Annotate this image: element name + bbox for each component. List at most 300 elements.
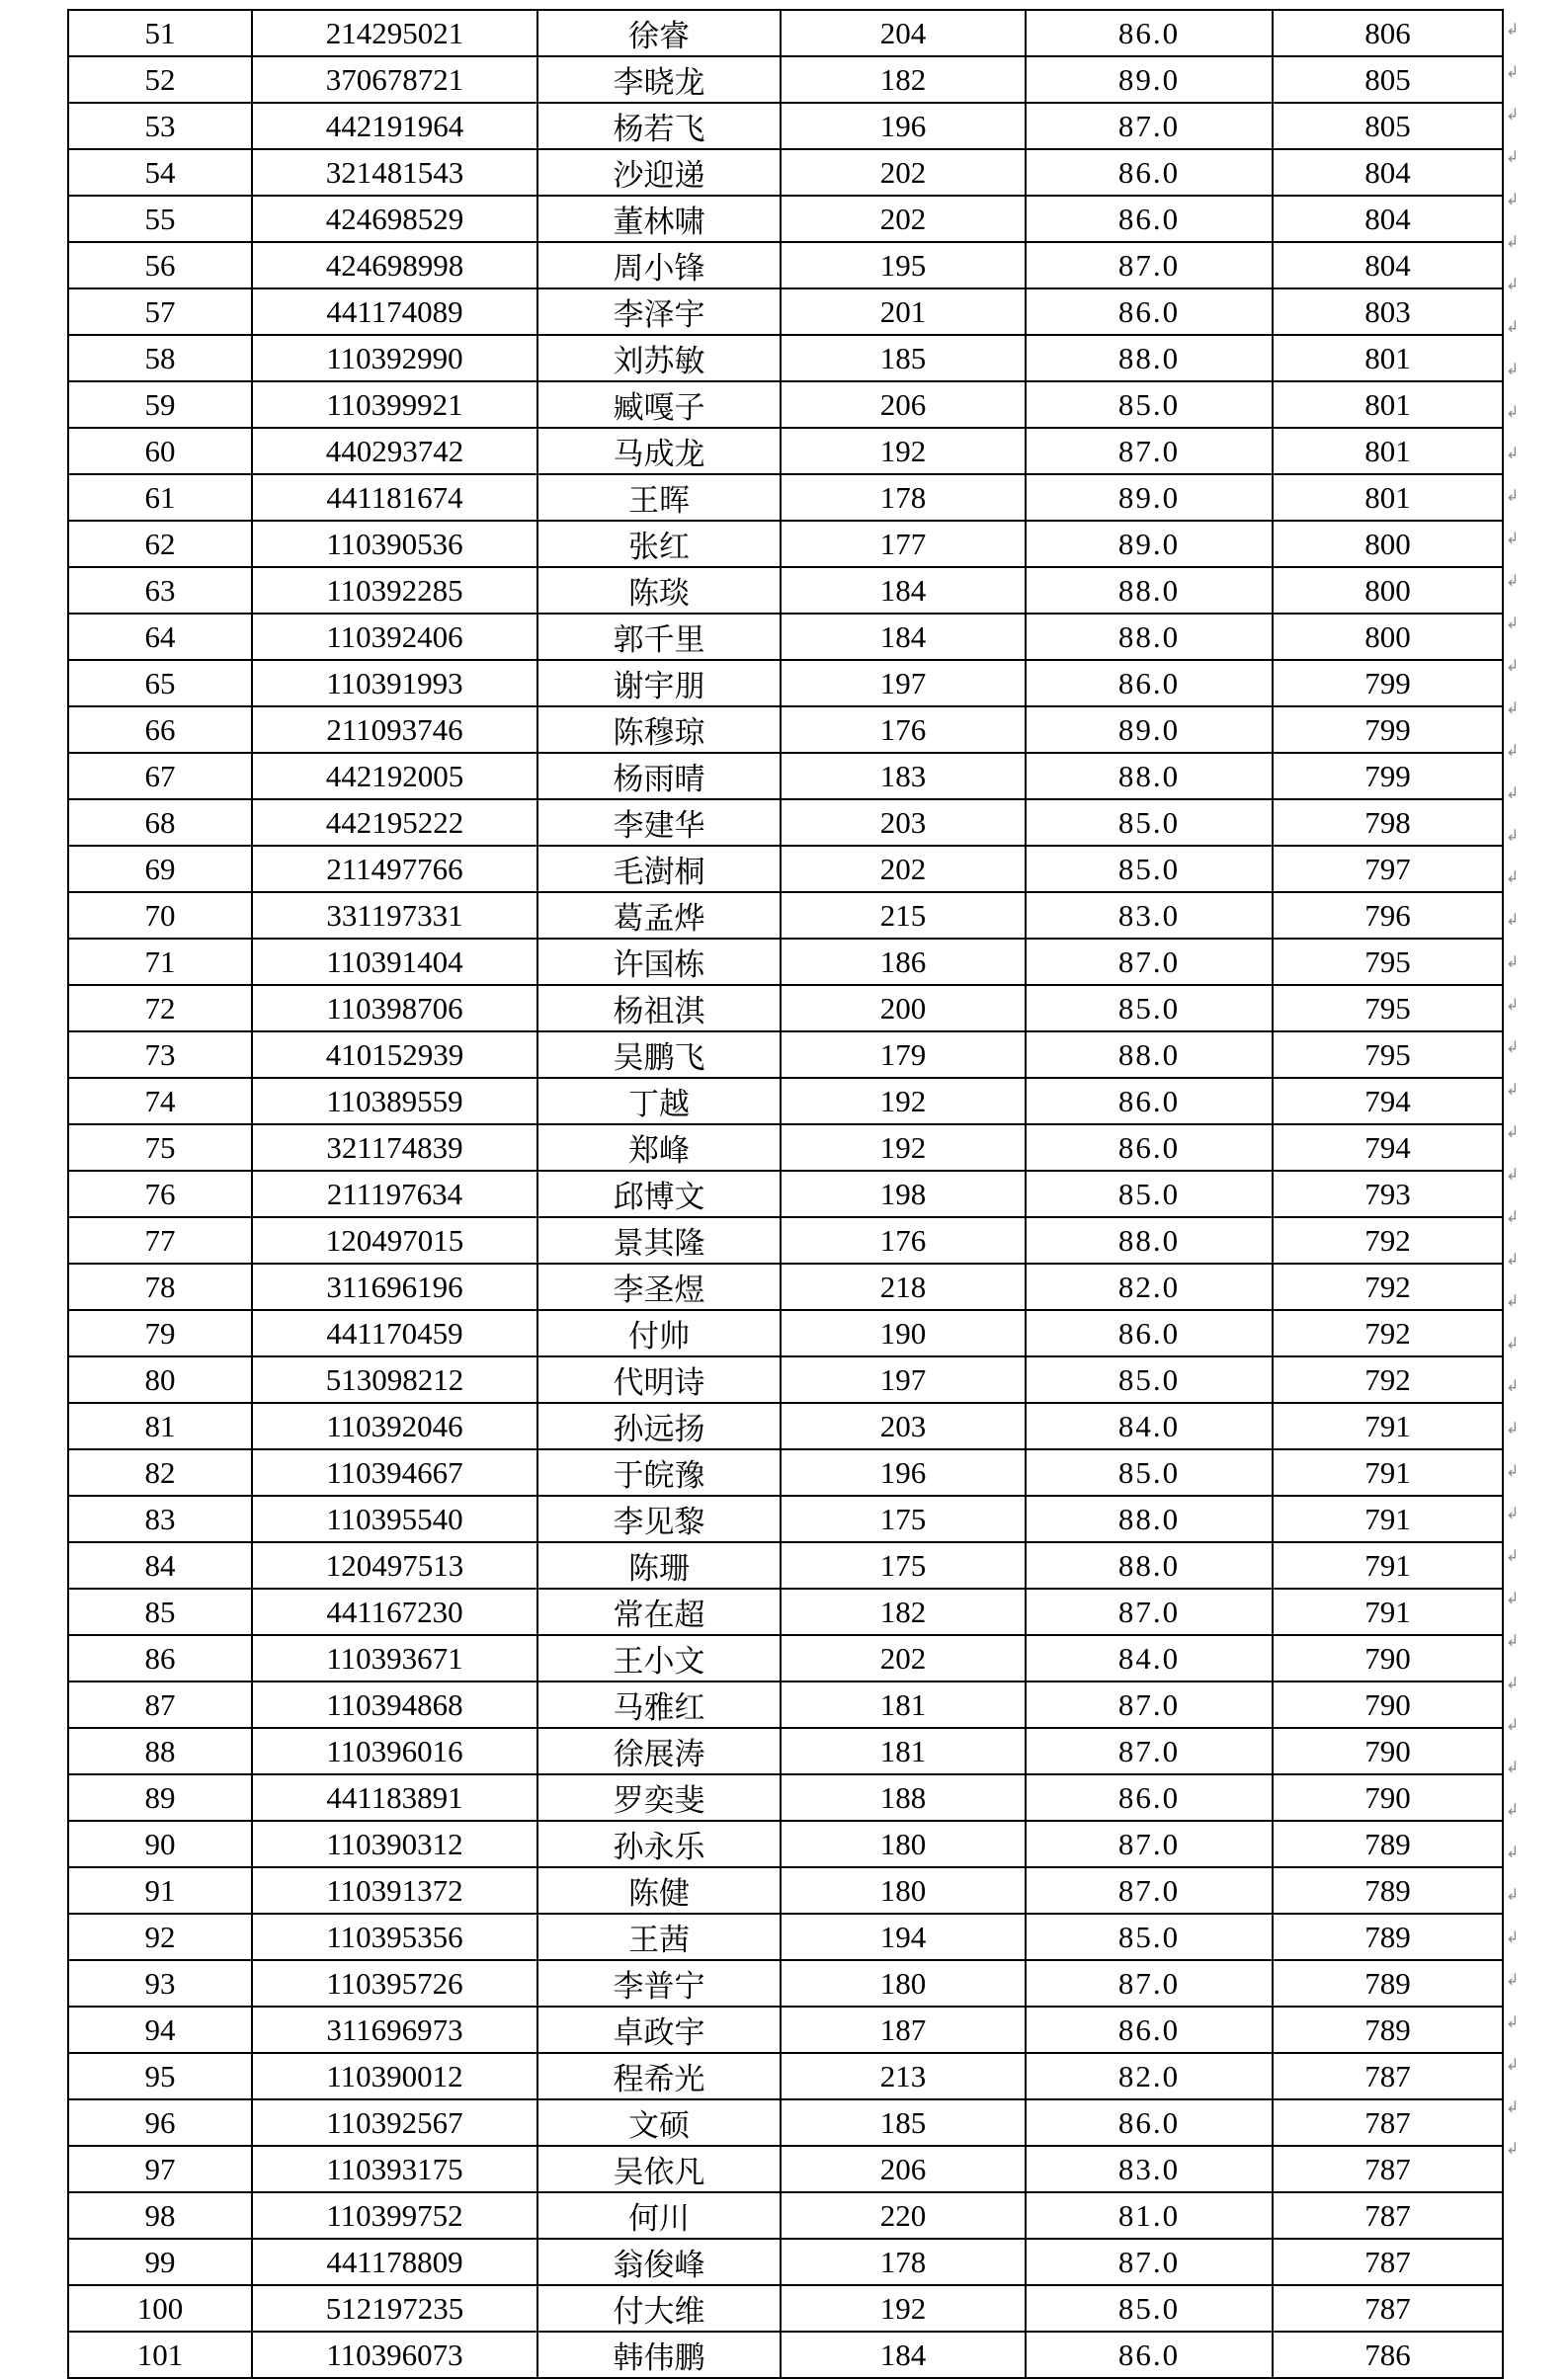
name-cell: 郑峰 xyxy=(537,1124,781,1171)
rank-cell: 81 xyxy=(68,1403,252,1449)
score-cell: 86.0 xyxy=(1026,288,1273,335)
id-cell: 110395356 xyxy=(252,1914,537,1960)
score-cell: 85.0 xyxy=(1026,799,1273,846)
name-cell: 周小锋 xyxy=(537,242,781,288)
points-cell: 180 xyxy=(781,1867,1026,1914)
id-cell: 211093746 xyxy=(252,706,537,753)
total-cell: 791 xyxy=(1273,1589,1503,1635)
name-cell: 刘苏敏 xyxy=(537,335,781,381)
rank-cell: 76 xyxy=(68,1171,252,1217)
points-cell: 184 xyxy=(781,2332,1026,2378)
name-cell: 马雅红 xyxy=(537,1682,781,1728)
table-row xyxy=(68,1542,1503,1589)
name-cell: 付大维 xyxy=(537,2285,781,2332)
rank-cell: 88 xyxy=(68,1728,252,1774)
table-row xyxy=(68,1217,1503,1264)
rank-cell: 61 xyxy=(68,474,252,521)
total-cell: 795 xyxy=(1273,939,1503,985)
id-cell: 110394868 xyxy=(252,1682,537,1728)
id-cell: 424698998 xyxy=(252,242,537,288)
total-cell: 794 xyxy=(1273,1124,1503,1171)
score-cell: 86.0 xyxy=(1026,1774,1273,1821)
table-row xyxy=(68,2285,1503,2332)
id-cell: 110391372 xyxy=(252,1867,537,1914)
points-cell: 192 xyxy=(781,1078,1026,1124)
rank-cell: 73 xyxy=(68,1031,252,1078)
points-cell: 184 xyxy=(781,614,1026,660)
id-cell: 441174089 xyxy=(252,288,537,335)
rank-cell: 101 xyxy=(68,2332,252,2378)
points-cell: 201 xyxy=(781,288,1026,335)
score-cell: 85.0 xyxy=(1026,1914,1273,1960)
rank-cell: 86 xyxy=(68,1635,252,1682)
points-cell: 180 xyxy=(781,1821,1026,1867)
score-cell: 87.0 xyxy=(1026,1728,1273,1774)
row-end-mark-icon: ↲ xyxy=(1506,1206,1520,1226)
score-cell: 84.0 xyxy=(1026,1403,1273,1449)
rank-cell: 69 xyxy=(68,846,252,892)
row-end-mark-icon: ↲ xyxy=(1506,2096,1520,2116)
name-cell: 孙远扬 xyxy=(537,1403,781,1449)
rank-cell: 79 xyxy=(68,1310,252,1356)
name-cell: 程希光 xyxy=(537,2053,781,2099)
total-cell: 800 xyxy=(1273,567,1503,614)
id-cell: 110390312 xyxy=(252,1821,537,1867)
score-cell: 86.0 xyxy=(1026,1310,1273,1356)
rank-cell: 67 xyxy=(68,753,252,799)
total-cell: 799 xyxy=(1273,753,1503,799)
id-cell: 110392567 xyxy=(252,2099,537,2146)
rank-cell: 94 xyxy=(68,2007,252,2053)
row-end-mark-icon: ↲ xyxy=(1506,274,1520,293)
points-cell: 202 xyxy=(781,196,1026,242)
score-cell: 87.0 xyxy=(1026,1821,1273,1867)
id-cell: 110392990 xyxy=(252,335,537,381)
total-cell: 795 xyxy=(1273,985,1503,1031)
rank-cell: 57 xyxy=(68,288,252,335)
total-cell: 801 xyxy=(1273,428,1503,474)
row-end-mark-icon: ↲ xyxy=(1506,1885,1520,1905)
table-row xyxy=(68,567,1503,614)
table-row xyxy=(68,1960,1503,2007)
total-cell: 791 xyxy=(1273,1403,1503,1449)
table-row xyxy=(68,1124,1503,1171)
points-cell: 200 xyxy=(781,985,1026,1031)
row-end-mark-icon: ↲ xyxy=(1506,444,1520,463)
total-cell: 787 xyxy=(1273,2099,1503,2146)
score-cell: 87.0 xyxy=(1026,2239,1273,2285)
points-cell: 194 xyxy=(781,1914,1026,1960)
id-cell: 441170459 xyxy=(252,1310,537,1356)
rank-cell: 65 xyxy=(68,660,252,706)
row-end-mark-icon: ↲ xyxy=(1506,1037,1520,1057)
row-end-mark-icon: ↲ xyxy=(1506,62,1520,82)
row-end-mark-icon: ↲ xyxy=(1506,1545,1520,1565)
table-row xyxy=(68,660,1503,706)
score-cell: 82.0 xyxy=(1026,1264,1273,1310)
points-cell: 186 xyxy=(781,939,1026,985)
table-row xyxy=(68,288,1503,335)
name-cell: 许国栋 xyxy=(537,939,781,985)
total-cell: 801 xyxy=(1273,381,1503,428)
table-row xyxy=(68,753,1503,799)
table-row xyxy=(68,2053,1503,2099)
table-row xyxy=(68,1078,1503,1124)
name-cell: 于皖豫 xyxy=(537,1449,781,1496)
id-cell: 441167230 xyxy=(252,1589,537,1635)
rank-cell: 51 xyxy=(68,10,252,56)
table-row xyxy=(68,2239,1503,2285)
total-cell: 791 xyxy=(1273,1542,1503,1589)
total-cell: 806 xyxy=(1273,10,1503,56)
total-cell: 789 xyxy=(1273,2007,1503,2053)
table-row xyxy=(68,56,1503,103)
name-cell: 常在超 xyxy=(537,1589,781,1635)
total-cell: 789 xyxy=(1273,1867,1503,1914)
score-cell: 87.0 xyxy=(1026,103,1273,149)
table-row xyxy=(68,428,1503,474)
score-cell: 83.0 xyxy=(1026,2146,1273,2192)
row-end-mark-icon: ↲ xyxy=(1506,1758,1520,1777)
row-end-mark-icon: ↲ xyxy=(1506,1673,1520,1692)
total-cell: 804 xyxy=(1273,196,1503,242)
total-cell: 800 xyxy=(1273,614,1503,660)
score-cell: 88.0 xyxy=(1026,1217,1273,1264)
row-end-mark-icon: ↲ xyxy=(1506,1503,1520,1522)
rank-cell: 83 xyxy=(68,1496,252,1542)
name-cell: 景其隆 xyxy=(537,1217,781,1264)
row-end-mark-icon: ↲ xyxy=(1506,2054,1520,2074)
points-cell: 218 xyxy=(781,1264,1026,1310)
name-cell: 韩伟鹏 xyxy=(537,2332,781,2378)
score-cell: 87.0 xyxy=(1026,1682,1273,1728)
rank-cell: 56 xyxy=(68,242,252,288)
score-cell: 88.0 xyxy=(1026,753,1273,799)
table-row xyxy=(68,985,1503,1031)
points-cell: 198 xyxy=(781,1171,1026,1217)
name-cell: 徐展涛 xyxy=(537,1728,781,1774)
rank-cell: 63 xyxy=(68,567,252,614)
points-cell: 181 xyxy=(781,1682,1026,1728)
id-cell: 110395540 xyxy=(252,1496,537,1542)
table-row xyxy=(68,1264,1503,1310)
table-row xyxy=(68,1635,1503,1682)
total-cell: 800 xyxy=(1273,521,1503,567)
table-row xyxy=(68,335,1503,381)
score-cell: 86.0 xyxy=(1026,1078,1273,1124)
table-row xyxy=(68,1682,1503,1728)
table-row xyxy=(68,2192,1503,2239)
id-cell: 110398706 xyxy=(252,985,537,1031)
total-cell: 787 xyxy=(1273,2239,1503,2285)
id-cell: 110390012 xyxy=(252,2053,537,2099)
points-cell: 182 xyxy=(781,1589,1026,1635)
table-row xyxy=(68,1589,1503,1635)
table-row xyxy=(68,614,1503,660)
id-cell: 321174839 xyxy=(252,1124,537,1171)
points-cell: 178 xyxy=(781,474,1026,521)
name-cell: 杨雨晴 xyxy=(537,753,781,799)
score-cell: 88.0 xyxy=(1026,614,1273,660)
score-cell: 85.0 xyxy=(1026,1356,1273,1403)
points-cell: 180 xyxy=(781,1960,1026,2007)
rank-cell: 93 xyxy=(68,1960,252,2007)
rank-cell: 92 xyxy=(68,1914,252,1960)
row-end-mark-icon: ↲ xyxy=(1506,1334,1520,1354)
score-cell: 85.0 xyxy=(1026,381,1273,428)
table-row xyxy=(68,10,1503,56)
row-end-mark-icon: ↲ xyxy=(1506,1079,1520,1099)
total-cell: 801 xyxy=(1273,474,1503,521)
points-cell: 197 xyxy=(781,1356,1026,1403)
name-cell: 徐睿 xyxy=(537,10,781,56)
id-cell: 442191964 xyxy=(252,103,537,149)
score-cell: 88.0 xyxy=(1026,1031,1273,1078)
points-cell: 204 xyxy=(781,10,1026,56)
id-cell: 441181674 xyxy=(252,474,537,521)
table-row xyxy=(68,1310,1503,1356)
name-cell: 孙永乐 xyxy=(537,1821,781,1867)
row-end-mark-icon: ↲ xyxy=(1506,1461,1520,1481)
score-cell: 89.0 xyxy=(1026,706,1273,753)
score-cell: 87.0 xyxy=(1026,939,1273,985)
id-cell: 110396016 xyxy=(252,1728,537,1774)
id-cell: 120497513 xyxy=(252,1542,537,1589)
table-row xyxy=(68,1031,1503,1078)
points-cell: 184 xyxy=(781,567,1026,614)
total-cell: 787 xyxy=(1273,2053,1503,2099)
total-cell: 799 xyxy=(1273,660,1503,706)
total-cell: 791 xyxy=(1273,1496,1503,1542)
name-cell: 代明诗 xyxy=(537,1356,781,1403)
points-cell: 185 xyxy=(781,2099,1026,2146)
rank-cell: 62 xyxy=(68,521,252,567)
id-cell: 321481543 xyxy=(252,149,537,196)
id-cell: 110389559 xyxy=(252,1078,537,1124)
table-row xyxy=(68,1403,1503,1449)
total-cell: 799 xyxy=(1273,706,1503,753)
name-cell: 罗奕斐 xyxy=(537,1774,781,1821)
points-cell: 176 xyxy=(781,706,1026,753)
points-cell: 206 xyxy=(781,2146,1026,2192)
name-cell: 杨若飞 xyxy=(537,103,781,149)
score-cell: 87.0 xyxy=(1026,242,1273,288)
score-cell: 88.0 xyxy=(1026,567,1273,614)
table-row xyxy=(68,521,1503,567)
score-cell: 89.0 xyxy=(1026,474,1273,521)
name-cell: 董林啸 xyxy=(537,196,781,242)
rank-cell: 80 xyxy=(68,1356,252,1403)
name-cell: 张红 xyxy=(537,521,781,567)
id-cell: 110393671 xyxy=(252,1635,537,1682)
id-cell: 110393175 xyxy=(252,2146,537,2192)
name-cell: 丁越 xyxy=(537,1078,781,1124)
id-cell: 110392285 xyxy=(252,567,537,614)
table-row xyxy=(68,1728,1503,1774)
row-end-mark-icon: ↲ xyxy=(1506,782,1520,802)
id-cell: 440293742 xyxy=(252,428,537,474)
total-cell: 804 xyxy=(1273,242,1503,288)
total-cell: 789 xyxy=(1273,1914,1503,1960)
name-cell: 葛孟烨 xyxy=(537,892,781,939)
total-cell: 790 xyxy=(1273,1774,1503,1821)
score-cell: 86.0 xyxy=(1026,2007,1273,2053)
row-end-mark-icon: ↲ xyxy=(1506,910,1520,930)
row-end-mark-icon: ↲ xyxy=(1506,697,1520,717)
row-end-mark-icon: ↲ xyxy=(1506,190,1520,209)
total-cell: 804 xyxy=(1273,149,1503,196)
rank-cell: 98 xyxy=(68,2192,252,2239)
points-cell: 196 xyxy=(781,103,1026,149)
total-cell: 798 xyxy=(1273,799,1503,846)
row-end-mark-icon: ↲ xyxy=(1506,529,1520,548)
total-cell: 787 xyxy=(1273,2285,1503,2332)
score-cell: 84.0 xyxy=(1026,1635,1273,1682)
id-cell: 214295021 xyxy=(252,10,537,56)
id-cell: 110392046 xyxy=(252,1403,537,1449)
total-cell: 796 xyxy=(1273,892,1503,939)
score-cell: 86.0 xyxy=(1026,1124,1273,1171)
rank-cell: 54 xyxy=(68,149,252,196)
row-end-mark-icon: ↲ xyxy=(1506,1969,1520,1989)
points-cell: 215 xyxy=(781,892,1026,939)
row-end-mark-icon: ↲ xyxy=(1506,20,1520,40)
total-cell: 803 xyxy=(1273,288,1503,335)
points-cell: 202 xyxy=(781,1635,1026,1682)
points-cell: 197 xyxy=(781,660,1026,706)
name-cell: 毛澍桐 xyxy=(537,846,781,892)
points-cell: 192 xyxy=(781,428,1026,474)
id-cell: 331197331 xyxy=(252,892,537,939)
total-cell: 793 xyxy=(1273,1171,1503,1217)
rank-cell: 85 xyxy=(68,1589,252,1635)
score-cell: 86.0 xyxy=(1026,149,1273,196)
id-cell: 442192005 xyxy=(252,753,537,799)
row-end-mark-icon: ↲ xyxy=(1506,2139,1520,2159)
id-cell: 110395726 xyxy=(252,1960,537,2007)
row-end-mark-icon: ↲ xyxy=(1506,1800,1520,1820)
name-cell: 李见黎 xyxy=(537,1496,781,1542)
rank-cell: 91 xyxy=(68,1867,252,1914)
total-cell: 789 xyxy=(1273,1821,1503,1867)
id-cell: 370678721 xyxy=(252,56,537,103)
rank-cell: 53 xyxy=(68,103,252,149)
id-cell: 110396073 xyxy=(252,2332,537,2378)
name-cell: 杨祖淇 xyxy=(537,985,781,1031)
points-cell: 179 xyxy=(781,1031,1026,1078)
rank-cell: 96 xyxy=(68,2099,252,2146)
score-cell: 83.0 xyxy=(1026,892,1273,939)
name-cell: 李泽宇 xyxy=(537,288,781,335)
name-cell: 吴鹏飞 xyxy=(537,1031,781,1078)
total-cell: 792 xyxy=(1273,1217,1503,1264)
name-cell: 陈健 xyxy=(537,1867,781,1914)
name-cell: 何川 xyxy=(537,2192,781,2239)
rank-cell: 74 xyxy=(68,1078,252,1124)
points-cell: 202 xyxy=(781,846,1026,892)
id-cell: 110390536 xyxy=(252,521,537,567)
score-cell: 85.0 xyxy=(1026,985,1273,1031)
total-cell: 787 xyxy=(1273,2146,1503,2192)
points-cell: 220 xyxy=(781,2192,1026,2239)
name-cell: 李晓龙 xyxy=(537,56,781,103)
points-cell: 202 xyxy=(781,149,1026,196)
table-row xyxy=(68,2332,1503,2378)
points-cell: 192 xyxy=(781,2285,1026,2332)
score-cell: 86.0 xyxy=(1026,2332,1273,2378)
id-cell: 110391404 xyxy=(252,939,537,985)
id-cell: 512197235 xyxy=(252,2285,537,2332)
table-row xyxy=(68,474,1503,521)
rank-cell: 52 xyxy=(68,56,252,103)
rank-cell: 68 xyxy=(68,799,252,846)
table-row xyxy=(68,706,1503,753)
name-cell: 臧嘎子 xyxy=(537,381,781,428)
points-cell: 196 xyxy=(781,1449,1026,1496)
points-cell: 203 xyxy=(781,1403,1026,1449)
id-cell: 110394667 xyxy=(252,1449,537,1496)
table-row xyxy=(68,1774,1503,1821)
id-cell: 211497766 xyxy=(252,846,537,892)
rank-cell: 97 xyxy=(68,2146,252,2192)
id-cell: 424698529 xyxy=(252,196,537,242)
score-cell: 87.0 xyxy=(1026,1960,1273,2007)
row-end-mark-icon: ↲ xyxy=(1506,1249,1520,1269)
row-end-mark-icon: ↲ xyxy=(1506,105,1520,124)
score-cell: 87.0 xyxy=(1026,1589,1273,1635)
points-cell: 175 xyxy=(781,1496,1026,1542)
points-cell: 213 xyxy=(781,2053,1026,2099)
table-row xyxy=(68,939,1503,985)
name-cell: 李圣煜 xyxy=(537,1264,781,1310)
points-cell: 185 xyxy=(781,335,1026,381)
rank-cell: 89 xyxy=(68,1774,252,1821)
rank-cell: 59 xyxy=(68,381,252,428)
total-cell: 792 xyxy=(1273,1264,1503,1310)
points-cell: 190 xyxy=(781,1310,1026,1356)
id-cell: 513098212 xyxy=(252,1356,537,1403)
row-end-mark-icon: ↲ xyxy=(1506,359,1520,378)
id-cell: 120497015 xyxy=(252,1217,537,1264)
id-cell: 442195222 xyxy=(252,799,537,846)
rank-cell: 82 xyxy=(68,1449,252,1496)
total-cell: 795 xyxy=(1273,1031,1503,1078)
row-end-mark-icon: ↲ xyxy=(1506,867,1520,887)
name-cell: 沙迎递 xyxy=(537,149,781,196)
points-cell: 192 xyxy=(781,1124,1026,1171)
rank-cell: 70 xyxy=(68,892,252,939)
points-cell: 195 xyxy=(781,242,1026,288)
name-cell: 王小文 xyxy=(537,1635,781,1682)
table-row xyxy=(68,2146,1503,2192)
name-cell: 李普宁 xyxy=(537,1960,781,2007)
score-cell: 88.0 xyxy=(1026,335,1273,381)
id-cell: 110391993 xyxy=(252,660,537,706)
rank-cell: 66 xyxy=(68,706,252,753)
total-cell: 787 xyxy=(1273,2192,1503,2239)
id-cell: 410152939 xyxy=(252,1031,537,1078)
total-cell: 805 xyxy=(1273,103,1503,149)
name-cell: 吴依凡 xyxy=(537,2146,781,2192)
table-row xyxy=(68,2099,1503,2146)
table-row xyxy=(68,846,1503,892)
points-cell: 187 xyxy=(781,2007,1026,2053)
rank-cell: 95 xyxy=(68,2053,252,2099)
rank-cell: 90 xyxy=(68,1821,252,1867)
row-end-mark-icon: ↲ xyxy=(1506,486,1520,506)
rank-cell: 75 xyxy=(68,1124,252,1171)
score-cell: 86.0 xyxy=(1026,2099,1273,2146)
